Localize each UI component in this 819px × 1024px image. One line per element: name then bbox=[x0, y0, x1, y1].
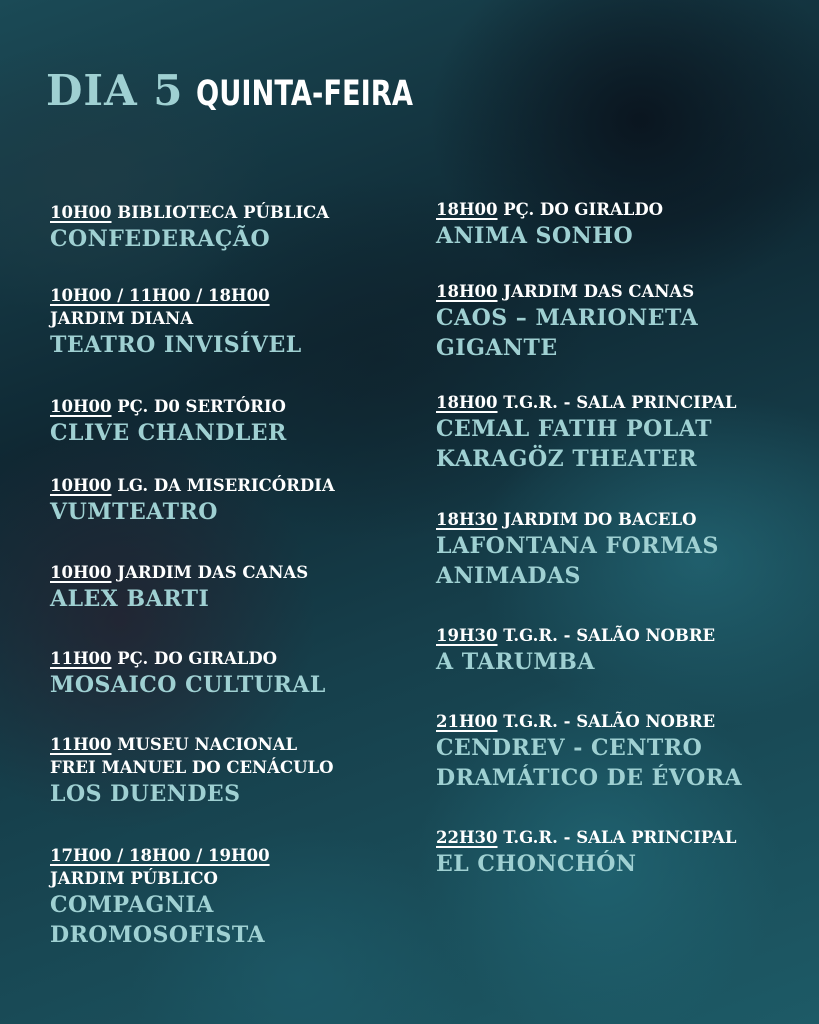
event-venue: JARDIM DAS CANAS bbox=[117, 563, 309, 582]
day-number: DIA 5 bbox=[46, 66, 184, 115]
event-item bbox=[50, 733, 430, 809]
event-time: 22H30 bbox=[436, 828, 498, 847]
event-title-line2: DROMOSOFISTA bbox=[50, 922, 266, 948]
event-time: 18H00 bbox=[436, 282, 498, 301]
event-item bbox=[436, 391, 816, 474]
event-item bbox=[436, 508, 816, 591]
event-item bbox=[436, 710, 816, 793]
event-time: 18H00 bbox=[436, 200, 498, 219]
event-item bbox=[50, 284, 430, 360]
event-venue: T.G.R. - SALA PRINCIPAL bbox=[503, 828, 737, 847]
weekday-label: QUINTA-FEIRA bbox=[195, 74, 413, 114]
event-venue: T.G.R. - SALÃO NOBRE bbox=[503, 712, 716, 731]
event-title-line2: GIGANTE bbox=[436, 335, 558, 361]
event-time: 11H00 bbox=[50, 649, 112, 668]
event-time-venue bbox=[50, 733, 430, 756]
event-title: COMPAGNIA bbox=[50, 892, 214, 918]
event-venue: JARDIM DAS CANAS bbox=[503, 282, 695, 301]
event-title-line2: DRAMÁTICO DE ÉVORA bbox=[436, 765, 743, 791]
event-time: 10H00 / 11H00 / 18H00 bbox=[50, 286, 270, 305]
event-time: 18H00 bbox=[436, 393, 498, 412]
event-time-venue bbox=[50, 284, 430, 307]
event-time-venue bbox=[50, 201, 430, 224]
event-item bbox=[50, 474, 430, 527]
event-title: CAOS – MARIONETA bbox=[436, 305, 699, 331]
event-title: TEATRO INVISÍVEL bbox=[50, 332, 302, 358]
event-title: CEMAL FATIH POLAT bbox=[436, 416, 713, 442]
event-time: 11H00 bbox=[50, 735, 112, 754]
event-item bbox=[436, 624, 816, 677]
event-title: A TARUMBA bbox=[436, 649, 595, 675]
event-title: MOSAICO CULTURAL bbox=[50, 672, 326, 698]
event-item bbox=[50, 561, 430, 614]
event-time-venue bbox=[436, 624, 816, 647]
event-title: CLIVE CHANDLER bbox=[50, 420, 287, 446]
event-venue: JARDIM DIANA bbox=[50, 309, 194, 328]
event-item bbox=[50, 647, 430, 700]
event-item bbox=[50, 395, 430, 448]
event-title: VUMTEATRO bbox=[50, 499, 218, 525]
event-time-venue bbox=[436, 826, 816, 849]
event-time: 10H00 bbox=[50, 563, 112, 582]
event-venue: BIBLIOTECA PÚBLICA bbox=[117, 203, 330, 222]
event-title: EL CHONCHÓN bbox=[436, 851, 637, 877]
event-item bbox=[50, 844, 430, 950]
event-time-venue bbox=[436, 198, 816, 221]
event-venue: PÇ. DO GIRALDO bbox=[117, 649, 278, 668]
event-venue: T.G.R. - SALA PRINCIPAL bbox=[503, 393, 737, 412]
event-time: 10H00 bbox=[50, 203, 112, 222]
event-title-line2: KARAGÖZ THEATER bbox=[436, 446, 698, 472]
event-venue: LG. DA MISERICÓRDIA bbox=[117, 476, 335, 495]
event-item bbox=[436, 280, 816, 363]
event-title: LAFONTANA FORMAS bbox=[436, 533, 719, 559]
page-heading bbox=[46, 66, 474, 115]
event-time: 17H00 / 18H00 / 19H00 bbox=[50, 846, 270, 865]
event-title: LOS DUENDES bbox=[50, 781, 241, 807]
event-time-venue bbox=[50, 561, 430, 584]
event-venue: PÇ. DO GIRALDO bbox=[503, 200, 664, 219]
event-time-venue bbox=[50, 844, 430, 867]
event-title: ALEX BARTI bbox=[50, 586, 210, 612]
event-time: 21H00 bbox=[436, 712, 498, 731]
event-venue: JARDIM PÚBLICO bbox=[50, 869, 218, 888]
event-title: CONFEDERAÇÃO bbox=[50, 226, 271, 252]
event-time-venue bbox=[436, 391, 816, 414]
event-time-venue bbox=[436, 280, 816, 303]
event-time: 19H30 bbox=[436, 626, 498, 645]
event-item bbox=[436, 826, 816, 879]
event-time-venue bbox=[436, 508, 816, 531]
event-title: CENDREV - CENTRO bbox=[436, 735, 703, 761]
event-item bbox=[436, 198, 816, 251]
event-time: 10H00 bbox=[50, 476, 112, 495]
event-venue-line2: FREI MANUEL DO CENÁCULO bbox=[50, 758, 334, 777]
event-time: 10H00 bbox=[50, 397, 112, 416]
event-venue: T.G.R. - SALÃO NOBRE bbox=[503, 626, 716, 645]
event-item bbox=[50, 201, 430, 254]
event-time-venue bbox=[50, 395, 430, 418]
event-title: ANIMA SONHO bbox=[436, 223, 634, 249]
event-time: 18H30 bbox=[436, 510, 498, 529]
event-venue: JARDIM DO BACELO bbox=[503, 510, 697, 529]
event-time-venue bbox=[50, 647, 430, 670]
event-time-venue bbox=[50, 474, 430, 497]
event-title-line2: ANIMADAS bbox=[436, 563, 581, 589]
event-venue: PÇ. D0 SERTÓRIO bbox=[117, 397, 286, 416]
event-time-venue bbox=[436, 710, 816, 733]
event-venue: MUSEU NACIONAL bbox=[117, 735, 298, 754]
